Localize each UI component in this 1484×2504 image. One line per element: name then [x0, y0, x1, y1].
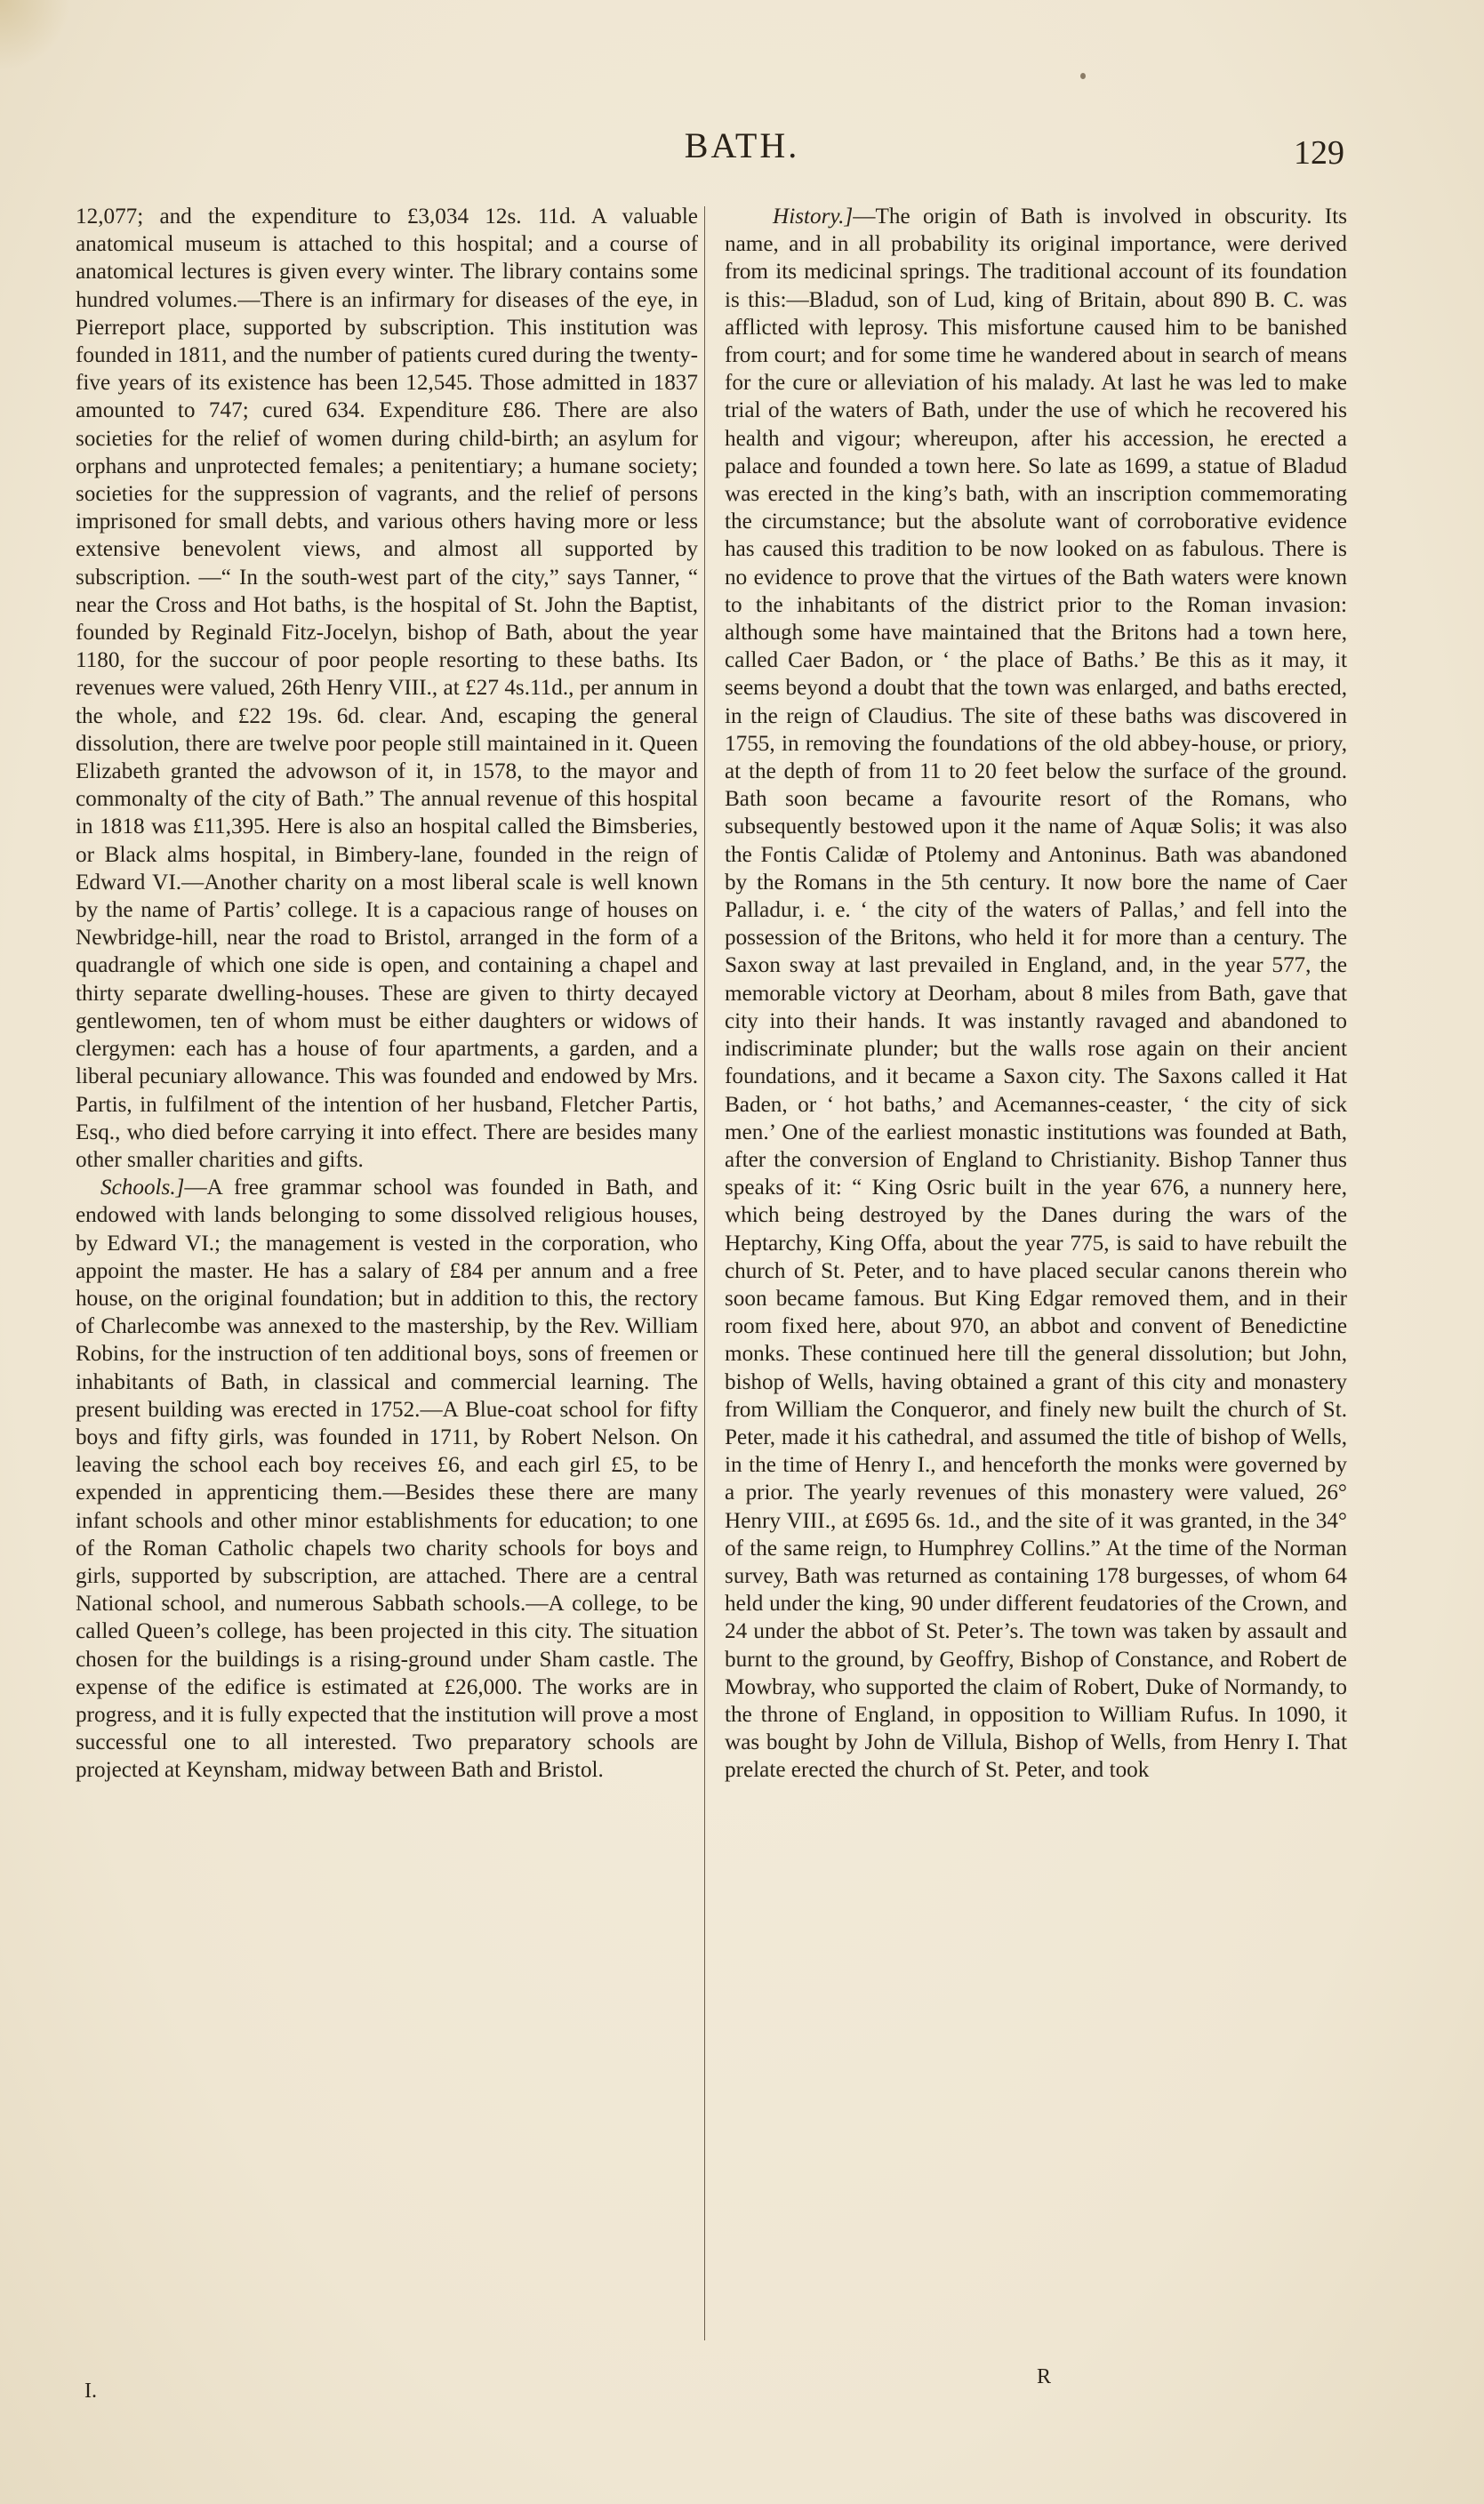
schools-heading: Schools.]: [100, 1176, 185, 1200]
page-number: 129: [1294, 134, 1344, 172]
history-paragraph: [725, 203, 1347, 1785]
column-divider: [704, 206, 705, 2340]
history-heading: History.]: [773, 205, 854, 229]
schools-paragraph: [76, 1174, 698, 1784]
running-title: BATH.: [684, 125, 800, 165]
right-column: [725, 203, 1347, 1785]
left-column: [76, 203, 698, 1785]
signature-mark: I.: [84, 2380, 97, 2403]
history-text: —The origin of Bath is involved in obscurity. Its name, and in all probability its original importance, were derived from its medicinal springs. The traditional account of its foundation is this:—Bladud, son of Lud, king of Britain, about 890 B. C. was afflicted with leprosy. This misfortune caused him to be banished from court; and for some time he wandered about in search of means for the cure or alleviation of his malady. At last he was led to make trial of the waters of Bath, under the use of which he recovered his health and vigour; whereupon, after his accession, he erected a palace and founded a town here. So late as 1699, a statue of Bladud was erected in the king’s bath, with an inscription commemorating the circumstance; but the absolute want of corroborative evidence has caused this tradition to be now looked on as fabulous. There is no evidence to prove that the virtues of the Bath waters were known to the inhabitants of the district prior to the Roman invasion: although some have maintained that the Britons had a town here, called Caer Badon, or ‘ the place of Baths.’ Be this as it may, it seems beyond a doubt that the town was enlarged, and baths erected, in the reign of Claudius. The site of these baths was discovered in 1755, in removing the foundations of the old abbey-house, or priory, at the depth of from 11 to 20 feet below the surface of the ground. Bath soon became a favourite resort of the Romans, who subsequently bestowed upon it the name of Aquæ Solis; it was also the Fontis Calidæ of Ptolemy and Antoninus. Bath was abandoned by the Romans in the 5th century. It now bore the name of Caer Palladur, i. e. ‘ the city of the waters of Pallas,’ and fell into the possession of the Britons, who held it for more than a century. The Saxon sway at last prevailed in England, and, in the year 577, the memorable victory at Deorham, about 8 miles from Bath, gave that city into their hands. It was instantly ravaged and abandoned to indiscriminate plunder; but the walls rose again on their ancient foundations, and it became a Saxon city. The Saxons called it Hat Baden, or ‘ hot baths,’ and Acemannes-ceaster, ‘ the city of sick men.’ One of the earliest monastic institutions was founded at Bath, after the conversion of England to Christianity. Bishop Tanner thus speaks of it: “ King Osric built in the year 676, a nunnery here, which being destroyed by the Danes during the wars of the Heptarchy, King Offa, about the year 775, is said to have rebuilt the church of St. Peter, and to have placed secular canons therein who soon became famous. But King Edgar removed them, and in their room fixed here, about 970, an abbot and convent of Benedictine monks. These continued here till the general dissolution; but John, bishop of Wells, having obtained a grant of this city and monastery from William the Conqueror, and finely new built the church of St. Peter, made it his cathedral, and assumed the title of bishop of Wells, in the time of Henry I., and henceforth the monks were governed by a prior. The yearly revenues of this monastery were valued, 26° Henry VIII., at £695 6s. 1d., and the site of it was granted, in the 34° of the same reign, to Humphrey Collins.” At the time of the Norman survey, Bath was returned as containing 178 burgesses, of whom 64 held under the king, 90 under different feudatories of the Crown, and 24 under the abbot of St. Peter’s. The town was taken by assault and burnt to the ground, by Geoffry, Bishop of Constance, and Robert de Mowbray, who supported the claim of Robert, Duke of Normandy, to the throne of England, in opposition to William Rufus. In 1090, it was bought by John de Villula, Bishop of Wells, from Henry I. That prelate erected the church of St. Peter, and took: [725, 205, 1347, 1783]
charities-paragraph: 12,077; and the expenditure to £3,034 12s. 11d. A valuable anatomical museum is attached to this hospital; and a course of anatomical lectures is given every winter. The library contains some hundred volumes.—There is an infirmary for diseases of the eye, in Pierreport place, supported by subscription. This institution was founded in 1811, and the number of patients cured during the twenty-five years of its existence has been 12,545. Those admitted in 1837 amounted to 747; cured 634. Expenditure £86. There are also societies for the relief of women during child-birth; an asylum for orphans and unprotected females; a penitentiary; a humane society; societies for the suppression of vagrants, and the relief of persons imprisoned for small debts, and various others having more or less extensive benevolent views, and almost all supported by subscription. —“ In the south-west part of the city,” says Tanner, “ near the Cross and Hot baths, is the hospital of St. John the Baptist, founded by Reginald Fitz-Jocelyn, bishop of Bath, about the year 1180, for the succour of poor people resorting to these baths. Its revenues were valued, 26th Henry VIII., at £27 4s.11d., per annum in the whole, and £22 19s. 6d. clear. And, escaping the general dissolution, there are twelve poor people still maintained in it. Queen Elizabeth granted the advowson of it, in 1578, to the mayor and commonalty of the city of Bath.” The annual revenue of this hospital in 1818 was £11,395. Here is also an hospital called the Bimsberies, or Black alms hospital, in Bimbery-lane, founded in the reign of Edward VI.—Another charity on a most liberal scale is well known by the name of Partis’ college. It is a capacious range of houses on Newbridge-hill, near the road to Bristol, arranged in the form of a quadrangle of which one side is open, and containing a chapel and thirty separate dwelling-houses. These are given to thirty decayed gentlewomen, ten of whom must be either daughters or widows of clergymen: each has a house of four apartments, a garden, and a liberal pecuniary allowance. This was founded and endowed by Mrs. Partis, in fulfilment of the intention of her husband, Fletcher Partis, Esq., who died before carrying it into effect. There are besides many other smaller charities and gifts.: [76, 205, 698, 1172]
page-corner-stain: [0, 0, 71, 71]
catchword: R: [1037, 2365, 1052, 2388]
ink-speck: [1080, 73, 1086, 79]
schools-text: —A free grammar school was founded in Bath, and endowed with lands belonging to some dissolved religious houses, by Edward VI.; the management is vested in the corporation, who appoint the master. He has a salary of £84 per annum and a free house, on the original foundation; but in addition to this, the rectory of Charlecombe was annexed to the mastership, by the Rev. William Robins, for the instruction of ten additional boys, sons of freemen or inhabitants of Bath, in classical and commercial learning. The present building was erected in 1752.—A Blue-coat school for fifty boys and fifty girls, was founded in 1711, by Robert Nelson. On leaving the school each boy receives £6, and each girl £5, to be expended in apprenticing them.—Besides these there are many infant schools and other minor establishments for education; to one of the Roman Catholic chapels two charity schools for boys and girls, supported by subscription, are attached. There are a central National school, and numerous Sabbath schools.—A college, to be called Queen’s college, has been projected in this city. The situation chosen for the buildings is a rising-ground under Sham castle. The expense of the edifice is estimated at £26,000. The works are in progress, and it is fully expected that the institution will prove a most successful one to all interested. Two preparatory schools are projected at Keynsham, midway between Bath and Bristol.: [76, 1176, 698, 1783]
